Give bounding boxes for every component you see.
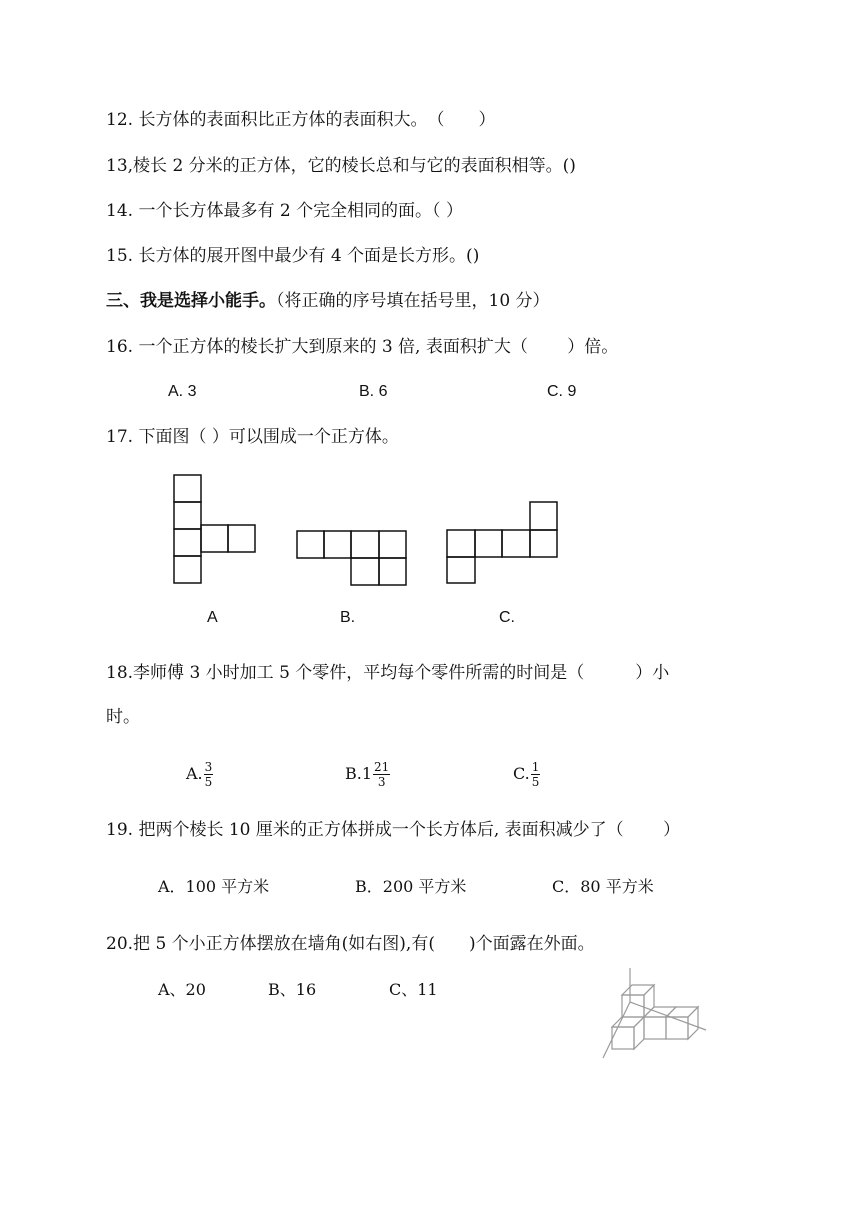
question-18: 18.李师傅 3 小时加工 5 个零件，平均每个零件所需的时间是（ ）小 — [106, 663, 670, 683]
net-a-label: A — [207, 609, 218, 626]
q18-option-c — [513, 760, 540, 789]
q20-option-b: B、16 — [268, 980, 317, 999]
section-3-note: （将正确的序号填在括号里，10 分） — [276, 291, 550, 311]
question-20: 20.把 5 个小正方体摆放在墙角(如右图),有( )个面露在外面。 — [106, 934, 595, 954]
q18-option-a-prefix: A. — [186, 764, 203, 783]
q18-option-c-prefix: C. — [513, 764, 530, 783]
q18-option-b-fraction — [373, 760, 390, 789]
q18-option-b-denominator: 3 — [377, 775, 386, 789]
cube-net-a — [174, 475, 255, 583]
q18-option-c-denominator: 5 — [531, 775, 540, 789]
q18-option-c-numerator: 1 — [531, 760, 540, 774]
q18-option-b-prefix: B. — [345, 764, 362, 783]
question-18-continued: 时。 — [106, 707, 140, 727]
question-16: 16. 一个正方体的棱长扩大到原来的 3 倍, 表面积扩大（ ）倍。 — [106, 337, 619, 357]
q19-option-c: C．80 平方米 — [552, 877, 654, 896]
question-14: 14. 一个长方体最多有 2 个完全相同的面。（ ） — [106, 201, 463, 221]
q18-option-a — [186, 760, 213, 789]
corner-cubes-figure — [603, 968, 706, 1058]
q20-option-c: C、11 — [389, 980, 438, 999]
q16-option-a: A. 3 — [168, 383, 197, 400]
q18-option-a-numerator: 3 — [204, 760, 213, 774]
q19-option-a: A．100 平方米 — [158, 877, 270, 896]
q19-option-b: B．200 平方米 — [355, 877, 467, 896]
q18-option-a-fraction — [204, 760, 214, 789]
q18-option-b — [345, 760, 390, 789]
q18-option-a-denominator: 5 — [204, 775, 213, 789]
net-b-label: B. — [340, 609, 356, 626]
q18-option-b-whole: 1 — [361, 764, 373, 783]
question-17: 17. 下面图（ ）可以围成一个正方体。 — [106, 427, 399, 447]
question-15: 15. 长方体的展开图中最少有 4 个面是长方形。() — [106, 246, 480, 266]
q18-option-b-numerator: 21 — [374, 760, 390, 774]
q16-option-b: B. 6 — [359, 383, 388, 400]
section-3-title: 三、我是选择小能手。 — [106, 291, 276, 311]
question-13: 13,棱长 2 分米的正方体，它的棱长总和与它的表面积相等。() — [106, 156, 576, 176]
net-c-label: C. — [499, 609, 515, 626]
question-12: 12. 长方体的表面积比正方体的表面积大。 （ ） — [106, 110, 496, 130]
question-19: 19. 把两个棱长 10 厘米的正方体拼成一个长方体后, 表面积减少了（ ） — [106, 820, 681, 840]
cube-net-b — [297, 531, 406, 585]
cube-net-c — [447, 502, 557, 583]
q16-option-c: C. 9 — [547, 383, 577, 400]
q18-option-c-fraction — [531, 760, 541, 789]
q20-option-a: A、20 — [158, 980, 206, 999]
